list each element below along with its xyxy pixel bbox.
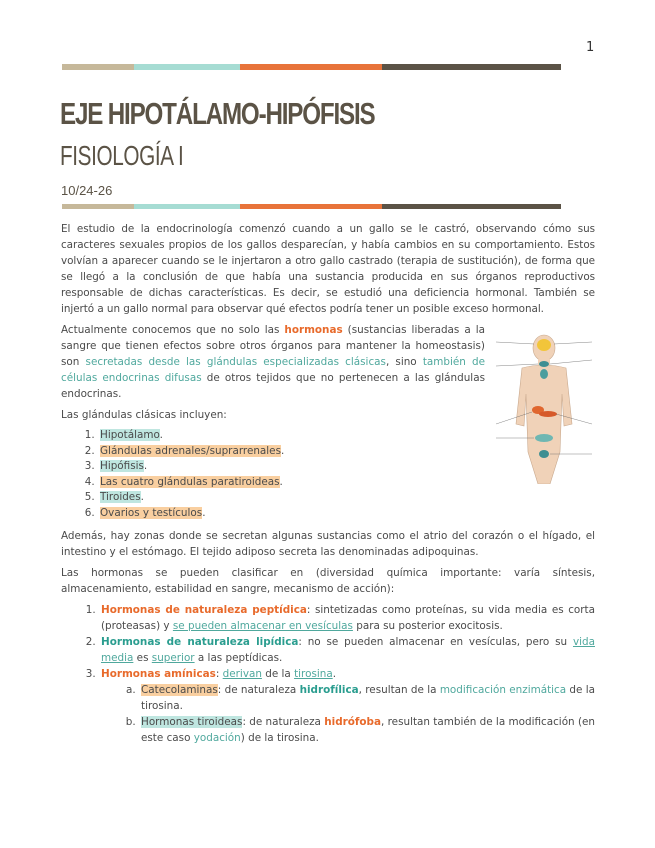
gland-item: 6. Ovarios y testículos. [98,506,595,522]
text: . [332,667,337,680]
sub-catecolaminas [139,682,595,714]
term-hidrofoba: hidrófoba [324,715,382,728]
text: : de naturaleza [217,683,300,696]
text: , sino [385,356,423,368]
text: : de naturaleza [242,715,325,728]
divider-color-bar [62,204,561,209]
gland-item: 5. Tiroides. [98,490,595,506]
type-name: Hormonas amínicas [101,667,216,680]
type-aminicas [99,666,595,746]
page-number: 1 [586,40,595,55]
type-name: Hormonas de naturaleza peptídica [101,603,307,616]
hormone-types-list [61,602,595,746]
body-silhouette [516,335,572,484]
sub-tiroideas [139,714,595,746]
gland-item: 4. Las cuatro glándulas paratiroideas. [98,475,595,491]
link-almacenar[interactable]: se pueden almacenar en vesículas [172,619,353,632]
term-secretadas: secretadas desde las glándulas especializadas clásicas [85,356,386,368]
testes-gland [539,450,549,458]
gland-label: Ovarios y testículos [100,506,203,519]
text: : sintetizadas como proteínas, su vida media es corta (proteasas) y [101,603,595,632]
document-subtitle: FISIOLOGÍA I [60,140,184,171]
hypothalamus-gland [537,339,551,351]
sub-name: Catecolaminas [141,683,218,696]
gland-label: Glándulas adrenales/suprarrenales [100,444,281,457]
text: Actualmente conocemos que no solo las [61,324,285,336]
gland-item: 3. Hipófisis. [98,459,595,475]
document-title: EJE HIPOTÁLAMO-HIPÓFISIS [60,96,375,131]
link-derivan[interactable]: derivan [222,667,262,680]
glands-intro: Las glándulas clásicas incluyen: [61,409,227,421]
term-hormonas: hormonas [284,324,343,336]
text: de la [261,667,295,680]
thymus-gland [540,369,548,379]
hormones-paragraph [61,322,485,402]
text: : [215,667,223,680]
endocrine-body-illustration [494,334,594,484]
gland-item: 1. Hipotálamo. [98,428,595,444]
text: ) de la tirosina. [240,731,319,744]
type-name: Hormonas de naturaleza lipídica [101,635,299,648]
type-lipidica [99,634,595,666]
sub-name: Hormonas tiroideas [141,715,243,728]
term-celulas-difusas: también de células endocrinas difusas [61,356,486,384]
document-date: 10/24-26 [61,183,113,198]
text: para su posterior exocitosis. [352,619,503,632]
text: de la tirosina. [141,683,595,712]
link-tirosina[interactable]: tirosina [294,667,333,680]
gland-label: Hipófisis [100,460,144,473]
text: de otros tejidos que no pertenecen a las glándulas endocrinas. [61,372,485,400]
text: , resultan también de la modificación (en este caso [141,715,595,744]
link-superior[interactable]: superior [151,651,195,664]
classification-paragraph: Las hormonas se pueden clasificar en (diversidad química importante: varía síntesis, almacenamiento, estabilidad en sangre, mecanismo de acción): [61,566,595,595]
document-body [61,221,595,752]
header-color-bar [62,64,561,70]
text: a las peptídicas. [194,651,283,664]
term-modificacion: modificación enzimática [439,683,567,696]
text: es [133,651,152,664]
text: , resultan de la [358,683,440,696]
link-vida-media[interactable]: vida media [101,635,595,664]
aminicas-sublist [101,682,595,746]
gland-label: Tiroides [100,491,141,504]
gland-label: Las cuatro glándulas paratiroideas [100,475,280,488]
type-peptidica [99,602,595,634]
text: (sustancias liberadas a la sangre que tienen efectos sobre otros órganos para mantener la homeostasis) son [61,324,485,368]
intro-paragraph: El estudio de la endocrinología comenzó cuando a un gallo se le castró, observando cómo sus caracteres sexuales propios de los gallos desparecían, y había cambios en su comportamiento. Estos volvían a aparecer cuando se le injertaron a otro gallo castrado (terapia de sustitución), de forma que se llegó a la conclusión de que había una sustancia producida en sus órganos reproductivos responsable de dichas características. Es decir, se estudió una deficiencia hormonal. También se injertó a un gallo normal para observar qué efectos podría tener un posible exceso hormonal. [61,223,595,315]
term-yodacion: yodación [193,731,241,744]
term-hidrofilica: hidrofílica [299,683,359,696]
pancreas-gland [539,411,557,417]
ovary-gland [535,434,553,442]
text: : no se pueden almacenar en vesículas, pero su [298,635,573,648]
thyroid-gland [539,361,549,367]
other-sources-paragraph: Además, hay zonas donde se secretan algunas sustancias como el atrio del corazón o el hígado, el intestino y el estómago. El tejido adiposo secreta las denominadas adipoquinas. [61,529,595,558]
gland-item: 2. Glándulas adrenales/suprarrenales. [98,444,595,460]
gland-label: Hipotálamo [100,429,160,441]
